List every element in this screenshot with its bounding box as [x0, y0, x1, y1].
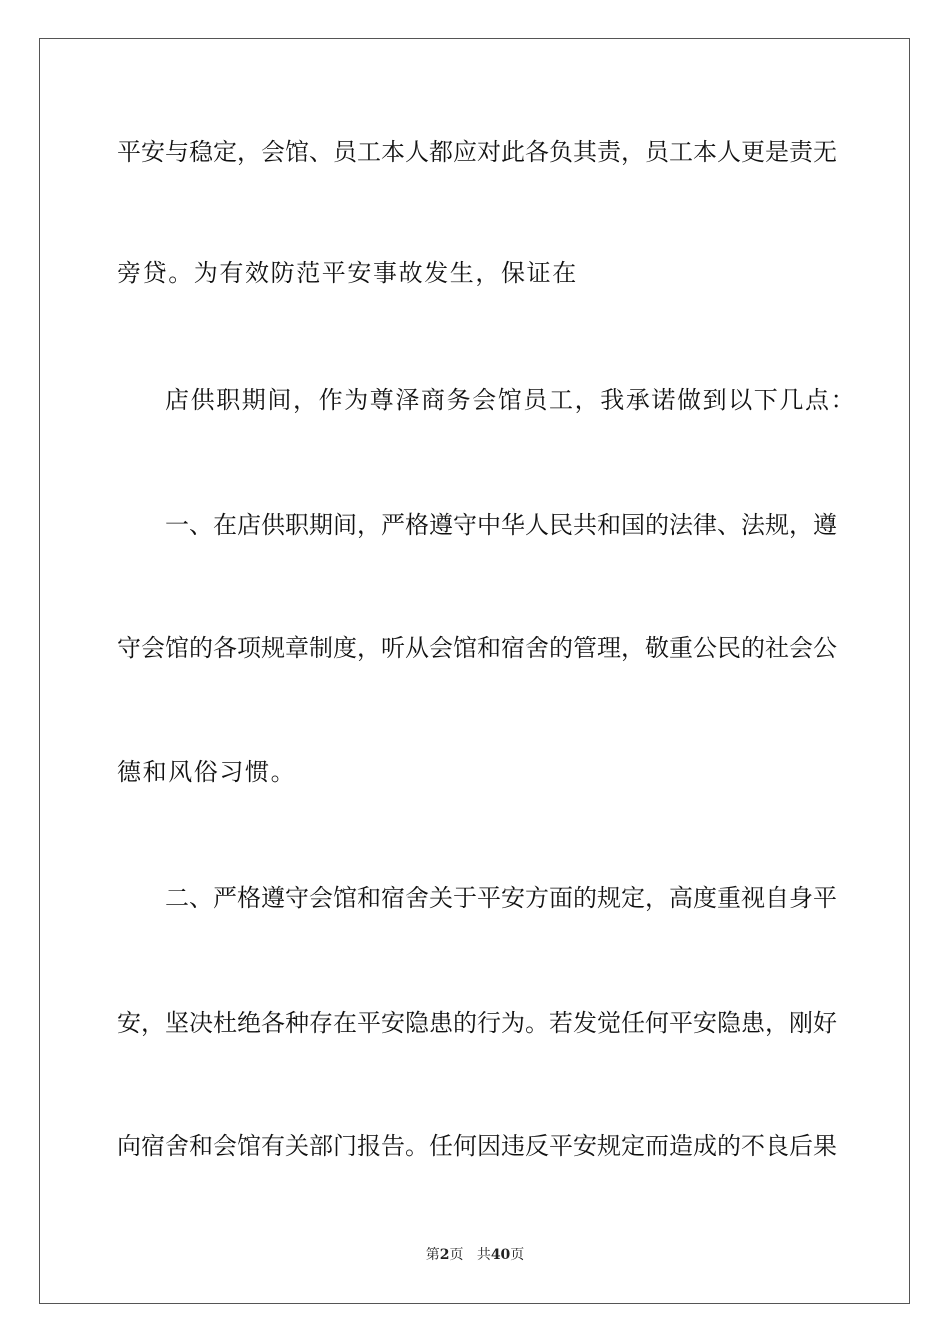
body-text-line-7: 二、严格遵守会馆和宿舍关于平安方面的规定，高度重视自身平	[165, 884, 837, 912]
page-border	[39, 38, 910, 1304]
footer-page-suffix: 页	[449, 1247, 464, 1263]
body-text-line-1: 平安与稳定，会馆、员工本人都应对此各负其责，员工本人更是责无	[117, 138, 837, 166]
page-footer	[0, 1245, 950, 1265]
footer-total-suffix: 页	[510, 1247, 525, 1263]
body-text-line-6: 德和风俗习惯。	[117, 758, 297, 786]
body-text-line-9: 向宿舍和会馆有关部门报告。任何因违反平安规定而造成的不良后果	[117, 1132, 837, 1160]
body-text-line-5: 守会馆的各项规章制度，听从会馆和宿舍的管理，敬重公民的社会公	[117, 634, 837, 662]
body-text-line-4: 一、在店供职期间，严格遵守中华人民共和国的法律、法规，遵	[165, 511, 837, 539]
body-text-line-8: 安，坚决杜绝各种存在平安隐患的行为。若发觉任何平安隐患，刚好	[117, 1009, 837, 1037]
footer-total-number: 40	[490, 1247, 511, 1263]
body-text-line-2: 旁贷。为有效防范平安事故发生，保证在	[117, 259, 578, 287]
footer-page-number: 2	[439, 1247, 450, 1263]
footer-page-prefix: 第	[425, 1247, 440, 1263]
footer-total-prefix: 共	[476, 1247, 491, 1263]
body-text-line-3: 店供职期间，作为尊泽商务会馆员工，我承诺做到以下几点：	[165, 386, 857, 414]
